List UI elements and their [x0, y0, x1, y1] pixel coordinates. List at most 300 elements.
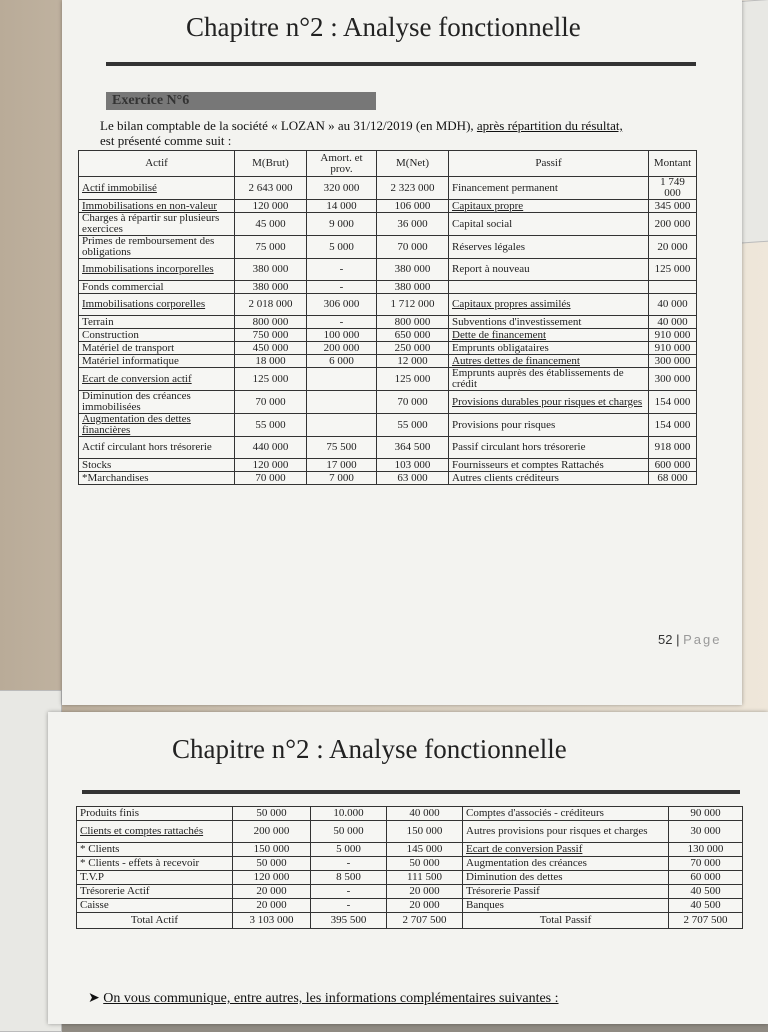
brut-value-text: 20 000: [256, 885, 287, 897]
net-value-text: 12 000: [397, 354, 428, 367]
passif-label: [449, 459, 649, 472]
amort-value: [311, 807, 387, 821]
net-value-text: 63 000: [397, 471, 428, 484]
passif-label-text: Capital social: [452, 217, 513, 230]
intro-line2: est présenté comme suit :: [100, 133, 232, 148]
brut-value: [235, 200, 307, 213]
header-montant: Montant: [649, 151, 697, 177]
passif-label-text: Autres dettes de financement: [452, 354, 580, 367]
amort-value: [307, 342, 377, 355]
montant-value: [649, 259, 697, 281]
actif-label: [79, 329, 235, 342]
actif-label: [79, 355, 235, 368]
amort-value: [307, 391, 377, 414]
net-value: [387, 899, 463, 913]
net-value-text: 70 000: [397, 240, 428, 253]
montant-value-text: 910 000: [654, 341, 691, 354]
brut-value-text: 150 000: [253, 843, 290, 855]
amort-value: [307, 472, 377, 485]
montant-value: [649, 213, 697, 236]
brut-value-text: 20 000: [256, 899, 287, 911]
brut-value-text: 50 000: [256, 807, 287, 819]
net-value: [387, 807, 463, 821]
page-word: Page: [683, 632, 722, 647]
passif-label-text: Autres provisions pour risques et charges: [466, 825, 648, 837]
actif-label: [77, 885, 233, 899]
passif-label-text: Ecart de conversion Passif: [466, 843, 583, 855]
montant-value-text: 1 749 000: [660, 176, 685, 199]
amort-value-text: 8 500: [336, 871, 361, 883]
net-value: [377, 294, 449, 316]
brut-value: [233, 821, 311, 843]
passif-label: [463, 899, 669, 913]
montant-value: [669, 871, 743, 885]
brut-value: [235, 213, 307, 236]
amort-value: [307, 414, 377, 437]
montant-value: [649, 391, 697, 414]
montant-value: [649, 414, 697, 437]
title-rule-page-2: [82, 790, 740, 794]
brut-value: [235, 259, 307, 281]
net-value-text: 125 000: [394, 372, 431, 385]
table-row: [79, 391, 697, 414]
note-text: On vous communique, entre autres, les informations complémentaires suivantes :: [103, 991, 559, 1006]
net-value: [387, 821, 463, 843]
net-value: [377, 259, 449, 281]
actif-label: [79, 342, 235, 355]
header-amort: Amort. et prov.: [307, 151, 377, 177]
amort-value-text: 395 500: [330, 914, 367, 926]
amort-value: [311, 843, 387, 857]
passif-label: [449, 281, 649, 294]
montant-value-text: 68 000: [657, 471, 688, 484]
amort-value: [311, 899, 387, 913]
montant-value: [649, 281, 697, 294]
brut-value-text: 125 000: [252, 372, 289, 385]
actif-label-text: * Clients - effets à recevoir: [80, 857, 200, 869]
montant-value: [649, 177, 697, 200]
brut-value: [233, 871, 311, 885]
exercise-label: Exercice N°6: [106, 92, 376, 110]
passif-label-text: Provisions durables pour risques et charges: [452, 395, 643, 408]
brut-value-text: 750 000: [252, 328, 289, 341]
table-row: [79, 355, 697, 368]
table-row: [77, 885, 743, 899]
montant-value-text: 345 000: [654, 199, 691, 212]
montant-value-text: 40 500: [690, 885, 721, 897]
amort-value-text: -: [339, 263, 344, 275]
amort-value: [311, 871, 387, 885]
intro-line1: Le bilan comptable de la société « LOZAN » au 31/12/2019 (en MDH),: [100, 118, 477, 133]
brut-value-text: 380 000: [252, 280, 289, 293]
passif-label-text: Dette de financement: [452, 328, 547, 341]
actif-label: [79, 472, 235, 485]
table-row: [77, 899, 743, 913]
brut-value-text: 55 000: [255, 418, 286, 431]
title-rule: [106, 62, 696, 66]
brut-value: [235, 472, 307, 485]
montant-value: [649, 368, 697, 391]
net-value: [377, 200, 449, 213]
table-row: [79, 213, 697, 236]
balance-sheet-table-2: [76, 806, 743, 929]
amort-value: [307, 316, 377, 329]
montant-value-text: 154 000: [654, 418, 691, 431]
montant-value: [649, 355, 697, 368]
passif-label-text: Capitaux propre: [452, 199, 524, 212]
passif-label-text: Réserves légales: [452, 240, 525, 253]
montant-value-text: 200 000: [654, 217, 691, 230]
net-value: [377, 213, 449, 236]
amort-value-text: 9 000: [329, 217, 354, 230]
actif-label: [77, 821, 233, 843]
brut-value-text: 3 103 000: [249, 914, 294, 926]
montant-value: [669, 843, 743, 857]
brut-value: [235, 355, 307, 368]
amort-value-text: -: [339, 280, 344, 293]
actif-label: [79, 414, 235, 437]
passif-label: [449, 213, 649, 236]
brut-value-text: 380 000: [252, 263, 289, 275]
net-value: [377, 355, 449, 368]
net-value: [377, 437, 449, 459]
document-page-2: [48, 712, 768, 1024]
amort-value: [307, 213, 377, 236]
actif-label-text: Matériel informatique: [82, 354, 179, 367]
brut-value: [235, 342, 307, 355]
passif-label: [449, 355, 649, 368]
amort-value: [307, 368, 377, 391]
net-value-text: 70 000: [397, 395, 428, 408]
brut-value: [233, 913, 311, 929]
actif-label-text: Matériel de transport: [82, 341, 175, 354]
chapter-title-page-2: Chapitre n°2 : Analyse fonctionnelle: [172, 734, 567, 764]
actif-label-text: Augmentation des dettes financières: [82, 413, 191, 436]
net-value: [377, 281, 449, 294]
passif-label: [449, 414, 649, 437]
passif-label-text: Capitaux propres assimilés: [452, 298, 571, 310]
table-row: [79, 472, 697, 485]
passif-label-text: Financement permanent: [452, 181, 558, 194]
complementary-info-note: [88, 990, 559, 1007]
brut-value: [235, 177, 307, 200]
actif-label-text: Produits finis: [80, 807, 139, 819]
amort-value-text: -: [346, 899, 351, 911]
montant-value: [649, 437, 697, 459]
actif-label-text: Actif circulant hors trésorerie: [82, 441, 212, 453]
actif-label-text: Fonds commercial: [82, 280, 164, 293]
passif-label-text: Fournisseurs et comptes Rattachés: [452, 458, 604, 471]
actif-label: [79, 259, 235, 281]
amort-value: [307, 177, 377, 200]
table-row: [79, 294, 697, 316]
montant-value: [649, 294, 697, 316]
passif-label: [449, 472, 649, 485]
brut-value: [235, 236, 307, 259]
amort-value-text: 5 000: [329, 240, 354, 253]
header-brut: M(Brut): [235, 151, 307, 177]
brut-value: [233, 857, 311, 871]
brut-value-text: 440 000: [252, 441, 289, 453]
amort-value: [311, 857, 387, 871]
net-value: [377, 414, 449, 437]
net-value-text: 364 500: [394, 441, 431, 453]
brut-value: [235, 316, 307, 329]
passif-label: [463, 857, 669, 871]
actif-label-text: Terrain: [82, 315, 114, 328]
actif-label-text: Primes de remboursement des obligations: [82, 235, 215, 258]
montant-value: [649, 472, 697, 485]
montant-value-text: 300 000: [654, 354, 691, 367]
table-row: [77, 871, 743, 885]
montant-value: [649, 459, 697, 472]
net-value-text: 50 000: [409, 857, 440, 869]
net-value-text: 380 000: [394, 280, 431, 293]
montant-value: [669, 899, 743, 913]
table-row: [79, 200, 697, 213]
net-value-text: 111 500: [407, 871, 442, 883]
montant-value-text: 918 000: [654, 441, 691, 453]
montant-value-text: 600 000: [654, 458, 691, 471]
passif-label: [449, 259, 649, 281]
amort-value-text: 100 000: [323, 328, 360, 341]
net-value-text: 250 000: [394, 341, 431, 354]
net-value-text: 40 000: [409, 807, 440, 819]
brut-value-text: 50 000: [256, 857, 287, 869]
brut-value-text: 450 000: [252, 341, 289, 354]
net-value: [377, 459, 449, 472]
net-value: [377, 316, 449, 329]
total-row: [77, 913, 743, 929]
net-value-text: 106 000: [394, 199, 431, 212]
passif-label-text: Trésorerie Passif: [466, 885, 540, 897]
amort-value-text: 75 500: [326, 441, 357, 453]
actif-label: [79, 437, 235, 459]
amort-value-text: 7 000: [329, 471, 354, 484]
actif-label: [77, 843, 233, 857]
passif-label: [449, 368, 649, 391]
actif-label: [79, 213, 235, 236]
net-value-text: 36 000: [397, 217, 428, 230]
amort-value-text: 6 000: [329, 354, 354, 367]
net-value-text: 1 712 000: [390, 298, 435, 310]
montant-value: [669, 807, 743, 821]
brut-value-text: 120 000: [253, 871, 290, 883]
actif-label-text: *Marchandises: [82, 471, 149, 484]
net-value-text: 2 707 500: [402, 914, 447, 926]
table-row: [79, 459, 697, 472]
net-value-text: 20 000: [409, 899, 440, 911]
table-row: [77, 857, 743, 871]
brut-value-text: 70 000: [255, 471, 286, 484]
actif-label-text: Diminution des créances immobilisées: [82, 390, 191, 413]
amort-value: [307, 329, 377, 342]
table-row: [79, 368, 697, 391]
passif-label: [449, 294, 649, 316]
actif-label-text: Charges à répartir sur plusieurs exercices: [82, 212, 220, 235]
net-value: [377, 177, 449, 200]
balance-sheet-table-1: [78, 150, 697, 485]
passif-label: [463, 843, 669, 857]
passif-label: [449, 236, 649, 259]
amort-value: [307, 281, 377, 294]
amort-value-text: 17 000: [326, 458, 357, 471]
table-row: [79, 437, 697, 459]
header-actif: Actif: [79, 151, 235, 177]
montant-value-text: 125 000: [654, 263, 691, 275]
montant-value-text: 20 000: [657, 240, 688, 253]
page-number-value: 52: [658, 632, 673, 647]
passif-label-text: Total Passif: [539, 914, 592, 926]
passif-label-text: Diminution des dettes: [466, 871, 563, 883]
montant-value-text: 40 000: [657, 315, 688, 328]
table-row: [79, 342, 697, 355]
montant-value-text: 154 000: [654, 395, 691, 408]
actif-label: [79, 294, 235, 316]
passif-label-text: Provisions pour risques: [452, 418, 556, 431]
intro-text: [100, 118, 720, 148]
actif-label: [77, 899, 233, 913]
actif-label: [79, 236, 235, 259]
montant-value: [669, 821, 743, 843]
table-row: [79, 281, 697, 294]
passif-label: [463, 885, 669, 899]
actif-label: [77, 857, 233, 871]
brut-value: [235, 294, 307, 316]
passif-label-text: Passif circulant hors trésorerie: [452, 441, 586, 453]
passif-label: [449, 316, 649, 329]
arrow-icon: ➤: [88, 991, 100, 1006]
passif-label: [463, 871, 669, 885]
amort-value: [307, 294, 377, 316]
actif-label-text: Total Actif: [130, 914, 179, 926]
amort-value: [311, 913, 387, 929]
net-value-text: 800 000: [394, 315, 431, 328]
passif-label: [449, 177, 649, 200]
brut-value: [233, 885, 311, 899]
table-row: [77, 843, 743, 857]
net-value: [387, 843, 463, 857]
montant-value-text: 130 000: [687, 843, 724, 855]
actif-label-text: Stocks: [82, 458, 112, 471]
brut-value: [235, 281, 307, 294]
actif-label-text: T.V.P: [80, 871, 105, 883]
amort-value-text: 10.000: [333, 807, 364, 819]
passif-label-text: Emprunts auprès des établissements de crédit: [452, 367, 624, 390]
montant-value: [649, 316, 697, 329]
net-value-text: 150 000: [406, 825, 443, 837]
brut-value: [235, 414, 307, 437]
montant-value-text: 910 000: [654, 328, 691, 341]
passif-label-text: Report à nouveau: [452, 263, 530, 275]
actif-label: [79, 200, 235, 213]
montant-value-text: 90 000: [690, 807, 721, 819]
table-row: [79, 259, 697, 281]
table-row: [79, 236, 697, 259]
net-value-text: 2 323 000: [390, 181, 435, 194]
brut-value-text: 120 000: [252, 199, 289, 212]
passif-label-text: Banques: [466, 899, 504, 911]
amort-value-text: 50 000: [333, 825, 364, 837]
passif-label-text: Emprunts obligataires: [452, 341, 549, 354]
passif-label: [449, 391, 649, 414]
document-page-1: [62, 0, 742, 705]
actif-label-text: Immobilisations incorporelles: [82, 263, 214, 275]
amort-value-text: 320 000: [323, 181, 360, 194]
brut-value: [235, 437, 307, 459]
net-value: [377, 472, 449, 485]
amort-value-text: -: [346, 885, 351, 897]
amort-value-text: 5 000: [336, 843, 361, 855]
montant-value: [669, 885, 743, 899]
net-value-text: 20 000: [409, 885, 440, 897]
actif-label: [77, 913, 233, 929]
actif-label-text: Ecart de conversion actif: [82, 372, 192, 385]
amort-value: [307, 437, 377, 459]
amort-value: [307, 236, 377, 259]
montant-value: [669, 857, 743, 871]
passif-label-text: Augmentation des créances: [466, 857, 587, 869]
net-value-text: 145 000: [406, 843, 443, 855]
montant-value-text: 70 000: [690, 857, 721, 869]
passif-label: [463, 807, 669, 821]
amort-value-text: -: [339, 315, 344, 328]
brut-value-text: 75 000: [255, 240, 286, 253]
net-value: [377, 329, 449, 342]
brut-value: [233, 843, 311, 857]
amort-value: [307, 459, 377, 472]
actif-label: [77, 871, 233, 885]
brut-value: [235, 368, 307, 391]
brut-value-text: 70 000: [255, 395, 286, 408]
table-row: [77, 821, 743, 843]
actif-label: [79, 459, 235, 472]
passif-label-text: Subventions d'investissement: [452, 315, 582, 328]
montant-value: [649, 329, 697, 342]
header-passif: Passif: [449, 151, 649, 177]
page-number: 52 | Page: [658, 632, 722, 647]
amort-value-text: 14 000: [326, 199, 357, 212]
table-row: [79, 316, 697, 329]
montant-value-text: 40 500: [690, 899, 721, 911]
net-value: [377, 368, 449, 391]
chapter-title: Chapitre n°2 : Analyse fonctionnelle: [186, 12, 581, 42]
net-value: [387, 857, 463, 871]
brut-value: [233, 807, 311, 821]
net-value: [387, 871, 463, 885]
montant-value-text: 2 707 500: [683, 914, 728, 926]
passif-label: [463, 913, 669, 929]
brut-value: [233, 899, 311, 913]
passif-label: [463, 821, 669, 843]
passif-label: [449, 329, 649, 342]
amort-value: [311, 885, 387, 899]
brut-value: [235, 329, 307, 342]
table-row: [79, 414, 697, 437]
montant-value-text: 60 000: [690, 871, 721, 883]
net-value-text: 650 000: [394, 328, 431, 341]
table-row: [79, 329, 697, 342]
header-net: M(Net): [377, 151, 449, 177]
actif-label: [77, 807, 233, 821]
net-value: [377, 391, 449, 414]
montant-value: [649, 236, 697, 259]
montant-value: [649, 200, 697, 213]
brut-value-text: 200 000: [253, 825, 290, 837]
brut-value-text: 2 643 000: [248, 181, 293, 194]
actif-label-text: Trésorerie Actif: [80, 885, 150, 897]
passif-label-text: Autres clients créditeurs: [452, 471, 559, 484]
